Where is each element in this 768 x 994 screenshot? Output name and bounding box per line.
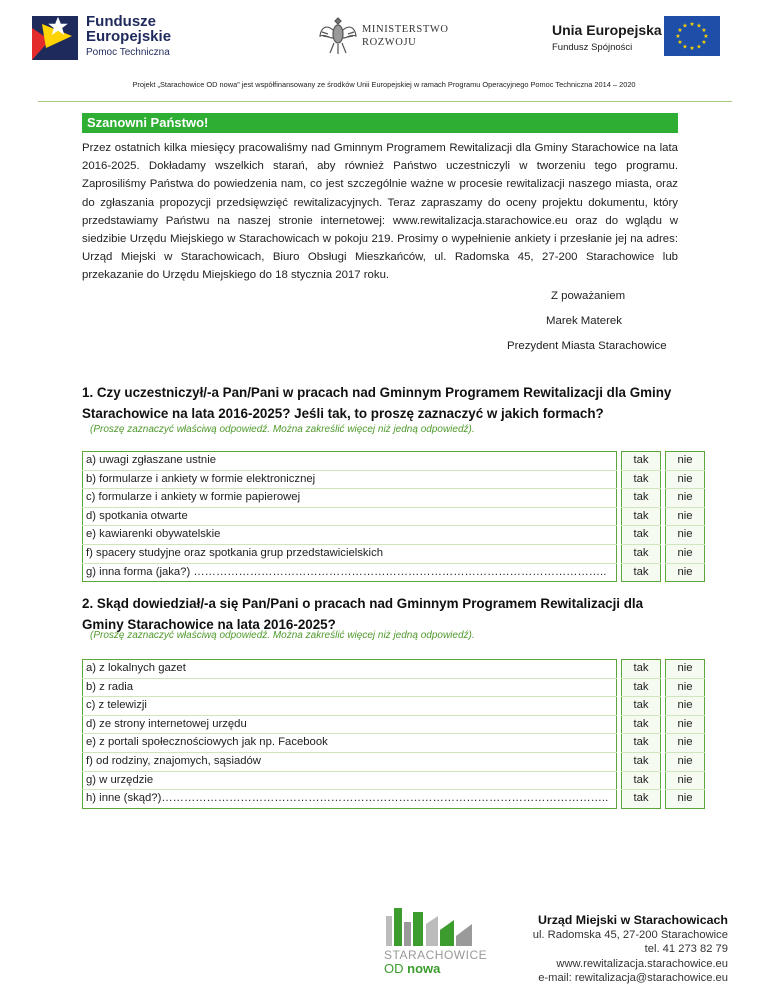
fundusze-europejskie-star-icon (32, 14, 84, 62)
q2-row (83, 790, 705, 809)
brand-od-nowa (384, 961, 440, 976)
q1-no[interactable]: nie (666, 507, 705, 526)
q1-yes[interactable]: tak (622, 452, 661, 471)
q1-option: b) formularze i ankiety w formie elektronicznej (83, 470, 617, 489)
q1-no[interactable]: nie (666, 544, 705, 563)
brand-starachowice: STARACHOWICE (384, 948, 488, 962)
q1-row (83, 452, 705, 471)
ministry-eagle-logo (318, 14, 358, 63)
q1-row (83, 526, 705, 545)
contact-block (533, 913, 728, 986)
svg-text:★: ★ (677, 27, 683, 34)
ministry-line-1: MINISTERSTWO (362, 24, 449, 35)
q2-no[interactable]: nie (666, 660, 705, 679)
starachowice-od-nowa-logo (382, 906, 482, 953)
q1-hint: (Proszę zaznaczyć właściwą odpowiedź. Można zakreślić więcej niż jedną odpowiedź). (90, 424, 475, 435)
eu-subtitle: Fundusz Spójności (552, 42, 633, 53)
fe-title: Fundusze (86, 13, 156, 30)
fe-subtitle: Pomoc Techniczna (86, 47, 170, 58)
svg-text:★: ★ (682, 22, 688, 30)
svg-text:★: ★ (696, 22, 702, 30)
letter-body: Przez ostatnich kilka miesięcy pracowaliśmy nad Gminnym Programem Rewitalizacji dla Gminy Starachowice na lata 2016-2025. Dokładamy wszelkich starań, aby również Państwo uczestniczyli w tworzeniu tego programu. Zaprosiliśmy Państwa do powiedzenia nam, co jest szczególnie ważne w procesie rewitalizacji naszego miasta, oraz do zgłaszania propozycji przedsięwzięć rewitalizacyjnych. Teraz zapraszamy do oceny projektu dokumentu, który przedstawiamy Państwu na naszej stronie internetowej: www.rewitalizacja.starachowice.eu oraz do wglądu w siedzibie Urzędu Miejskiego w Starachowicach w pokoju 219. Prosimy o wypełnienie ankiety i przesłanie jej na adres: Urząd Miejski w Starachowicach, Biuro Obsługi Mieszkańców, ul. Radomska 45, 27-200 Starachowice lub przekazanie do Urzędu Miejskiego do 18 stycznia 2017 roku. (82, 142, 678, 282)
q1-yes[interactable]: tak (622, 470, 661, 489)
svg-text:★: ★ (677, 39, 683, 46)
q2-option: e) z portali społecznościowych jak np. Facebook (83, 734, 617, 753)
svg-text:★: ★ (701, 27, 707, 34)
q2-row (83, 752, 705, 771)
fe-title-2: Europejskie (86, 28, 172, 45)
signer-title: Prezydent Miasta Starachowice (507, 340, 667, 352)
q1-option: c) formularze i ankiety w formie papierowej (83, 489, 617, 508)
city-skyline-icon (382, 906, 482, 948)
q1-row (83, 563, 705, 582)
q2-yes[interactable]: tak (622, 697, 661, 716)
q2-no[interactable]: nie (666, 697, 705, 716)
q1-yes[interactable]: tak (622, 544, 661, 563)
q2-hint: (Proszę zaznaczyć właściwą odpowiedź. Można zakreślić więcej niż jedną odpowiedź). (90, 630, 475, 641)
eu-flag (664, 16, 720, 61)
q2-yes[interactable]: tak (622, 752, 661, 771)
q2-yes[interactable]: tak (622, 790, 661, 809)
q2-row (83, 771, 705, 790)
q2-row (83, 734, 705, 753)
q1-option: a) uwagi zgłaszane ustnie (83, 452, 617, 471)
q2-row (83, 678, 705, 697)
q1-yes[interactable]: tak (622, 526, 661, 545)
q2-row (83, 715, 705, 734)
q2-yes[interactable]: tak (622, 678, 661, 697)
q2-no[interactable]: nie (666, 678, 705, 697)
q2-option: c) z telewizji (83, 697, 617, 716)
q1-rows (83, 452, 705, 582)
q2-yes[interactable]: tak (622, 715, 661, 734)
q2-rows (83, 660, 705, 809)
q2-option: g) w urzędzie (83, 771, 617, 790)
svg-text:★: ★ (689, 21, 695, 28)
office-website[interactable]: www.rewitalizacja.starachowice.eu (556, 957, 728, 970)
q2-no[interactable]: nie (666, 752, 705, 771)
svg-text:★: ★ (689, 45, 695, 52)
eu-flag-icon (664, 16, 720, 56)
q2-table (82, 659, 705, 809)
q1-row (83, 489, 705, 508)
office-address: ul. Radomska 45, 27-200 Starachowice (532, 928, 728, 941)
svg-text:★: ★ (696, 43, 702, 51)
brand-nowa: nowa (407, 961, 441, 976)
svg-text:★: ★ (675, 33, 681, 40)
q1-table (82, 451, 705, 582)
eu-title: Unia Europejska (552, 22, 662, 38)
q1-no[interactable]: nie (666, 563, 705, 582)
office-email[interactable]: e-mail: rewitalizacja@starachowice.eu (538, 972, 728, 984)
q2-no[interactable]: nie (666, 790, 705, 809)
q1-title: 1. Czy uczestniczył/-a Pan/Pani w pracach nad Gminnym Programem Rewitalizacji dla Gminy Starachowice na lata 2016-2025? Jeśli tak, to proszę zaznaczyć w jakich formach? (82, 385, 672, 421)
svg-text:★: ★ (682, 43, 688, 51)
svg-text:★: ★ (701, 39, 707, 46)
q2-yes[interactable]: tak (622, 734, 661, 753)
q2-option: h) inne (skąd?)……………………………………………………………………………………………………….. (83, 790, 617, 809)
eagle-icon (318, 14, 358, 58)
q1-yes[interactable]: tak (622, 563, 661, 582)
q1-option: e) kawiarenki obywatelskie (83, 526, 617, 545)
fundusze-europejskie-text (86, 14, 171, 58)
q2-no[interactable]: nie (666, 715, 705, 734)
q2-title: 2. Skąd dowiedział/-a się Pan/Pani o pracach nad Gminnym Programem Rewitalizacji dla Gminy Starachowice na lata 2016-2025? (82, 596, 644, 632)
closing: Z poważaniem (551, 290, 626, 302)
q1-no[interactable]: nie (666, 452, 705, 471)
q2-no[interactable]: nie (666, 771, 705, 790)
ministry-line-2: ROZWOJU (362, 37, 417, 49)
office-phone: tel. 41 273 82 79 (644, 943, 728, 955)
q1-yes[interactable]: tak (622, 489, 661, 508)
greeting-banner: Szanowni Państwo! (82, 113, 678, 133)
q1-option: g) inna forma (jaka?) ……………………………………………………………………………………………….. (83, 563, 617, 582)
svg-text:★: ★ (703, 33, 709, 40)
ministry-text (362, 23, 449, 49)
q2-option: b) z radia (83, 678, 617, 697)
q2-option: d) ze strony internetowej urzędu (83, 715, 617, 734)
office-name: Urząd Miejski w Starachowicach (537, 913, 728, 927)
q1-row (83, 507, 705, 526)
q2-yes[interactable]: tak (622, 771, 661, 790)
q1-row (83, 544, 705, 563)
q1-option: d) spotkania otwarte (83, 507, 617, 526)
brand-od: OD (384, 961, 404, 976)
q2-no[interactable]: nie (666, 734, 705, 753)
q1-no[interactable]: nie (666, 470, 705, 489)
q2-option: f) od rodziny, znajomych, sąsiadów (83, 752, 617, 771)
project-funding-note: Projekt „Starachowice OD nowa” jest współfinansowany ze środków Unii Europejskiej w ramach Programu Operacyjnego Pomoc Techniczna 2014 – 2020 (132, 80, 636, 89)
q1-option: f) spacery studyjne oraz spotkania grup przedstawicielskich (83, 544, 617, 563)
q2-option: a) z lokalnych gazet (83, 660, 617, 679)
q2-yes[interactable]: tak (622, 660, 661, 679)
q2-row (83, 697, 705, 716)
q1-row (83, 470, 705, 489)
q1-yes[interactable]: tak (622, 507, 661, 526)
q2-row (83, 660, 705, 679)
signer-name: Marek Materek (546, 315, 622, 327)
q1-no[interactable]: nie (666, 526, 705, 545)
header-divider (38, 101, 732, 102)
eu-text (552, 22, 662, 53)
q1-no[interactable]: nie (666, 489, 705, 508)
